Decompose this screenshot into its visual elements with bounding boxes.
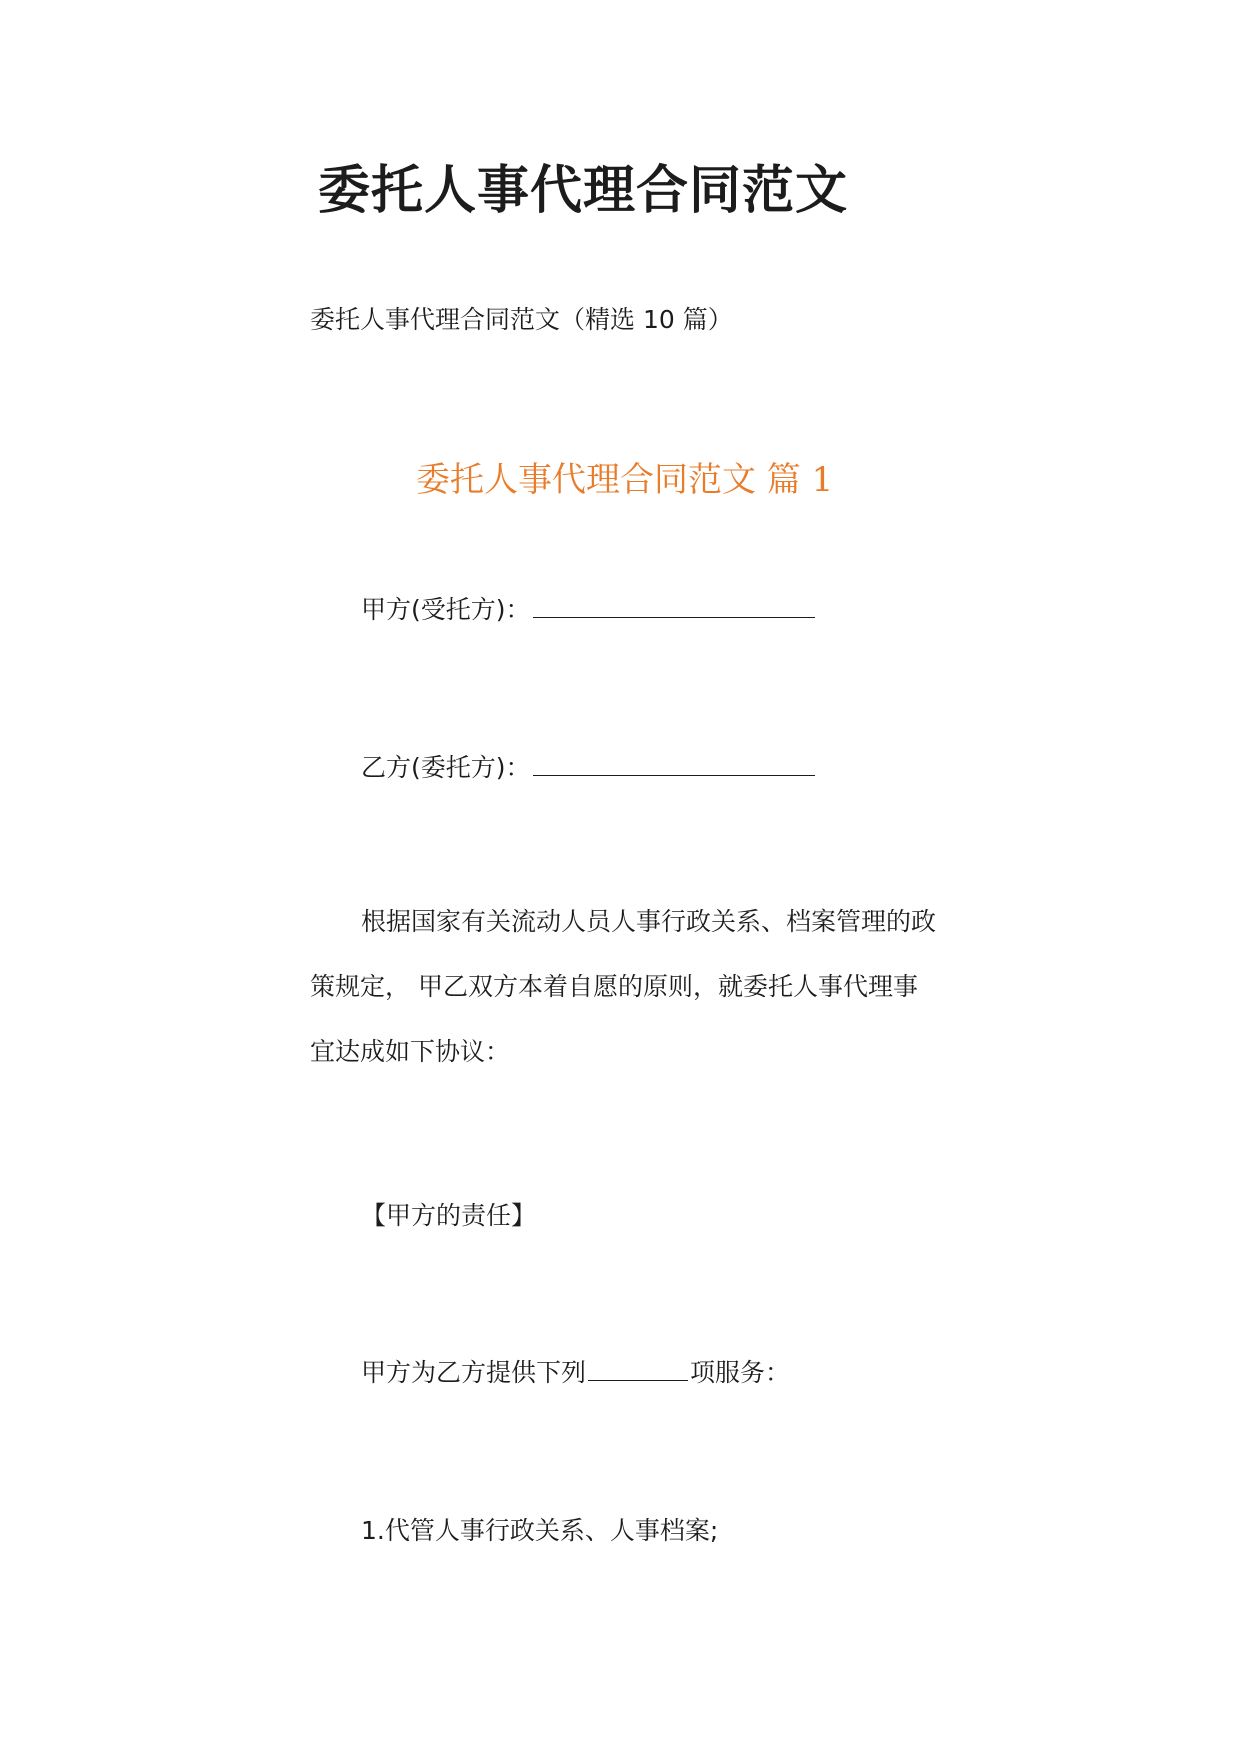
party-a-blank [533,595,815,618]
list-item: 1.代管人事行政关系、人事档案; [361,1516,719,1545]
party-b-label: 乙方(委托方)： [361,753,531,782]
party-a-label: 甲方(受托方)： [361,595,531,624]
intro-paragraph-line: 根据国家有关流动人员人事行政关系、档案管理的政 [361,907,937,936]
party-b-blank [533,753,815,776]
party-a-line [361,594,815,627]
intro-paragraph-line: 宜达成如下协议： [310,1037,511,1066]
party-b-line [361,752,815,785]
document-title: 委托人事代理合同范文 [318,160,849,221]
document-subtitle: 委托人事代理合同范文（精选 10 篇） [310,305,733,334]
service-line [361,1357,790,1390]
service-line-after: 项服务： [690,1358,791,1387]
intro-paragraph [310,906,950,1101]
service-count-blank [588,1358,688,1381]
service-line-before: 甲方为乙方提供下列 [361,1358,587,1387]
duty-heading: 【甲方的责任】 [361,1201,537,1230]
intro-paragraph-line: 策规定， 甲乙双方本着自愿的原则，就委托人事代理事 [310,972,918,1001]
section-title: 委托人事代理合同范文 篇 1 [416,460,834,500]
